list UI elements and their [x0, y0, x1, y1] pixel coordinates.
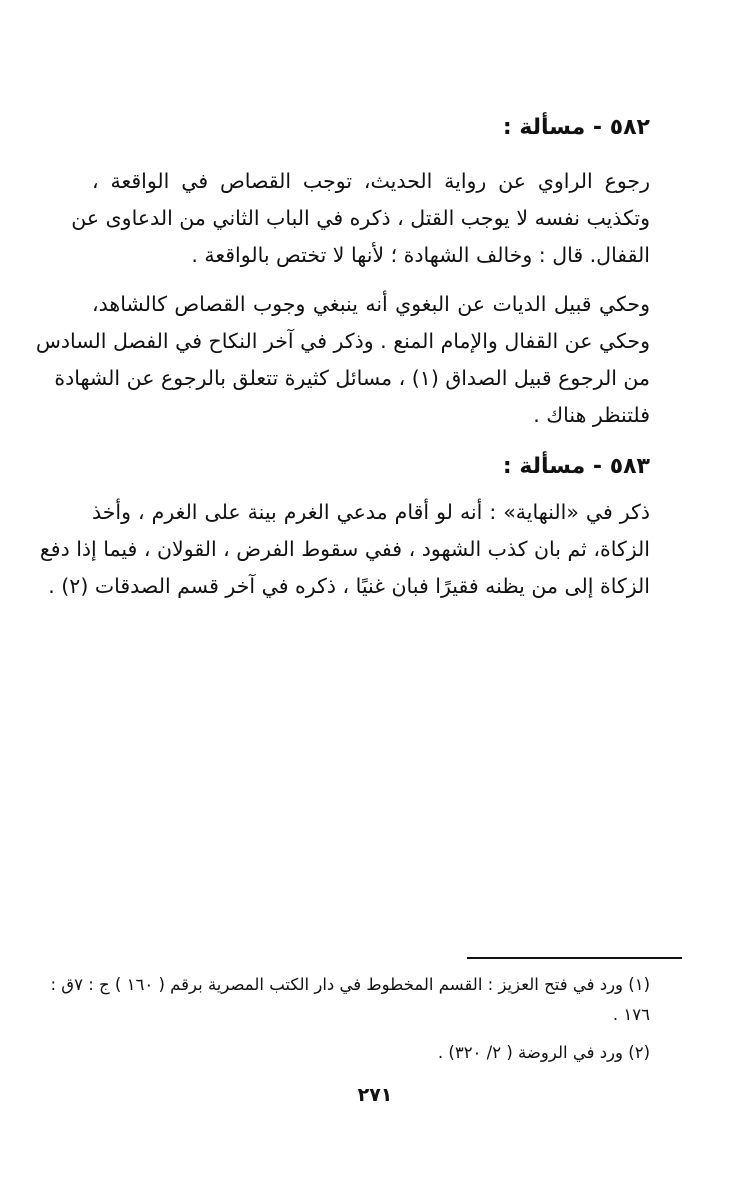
page-number: ٢٧١	[357, 1084, 393, 1106]
text-line: الزكاة، ثم بان كذب الشهود ، ففي سقوط الفرض ، القولان ، فيما إذا دفع	[39, 537, 650, 561]
text-line: فلتنظر هناك .	[533, 403, 650, 427]
text-line: القفال. قال : وخالف الشهادة ؛ لأنها لا تختص بالواقعة .	[191, 243, 650, 267]
footnote-2: (٢) ورد في الروضة ( ٢/ ٣٢٠) .	[437, 1043, 650, 1062]
issue-583-heading: ٥٨٣ - مسألة :	[502, 454, 650, 479]
footnote-1-line-1: (١) ورد في فتح العزيز : القسم المخطوط في دار الكتب المصرية برقم ( ١٦٠ ) ج : ٧ق :	[50, 975, 650, 994]
text-line: وتكذيب نفسه لا يوجب القتل ، ذكره في الباب الثاني من الدعاوى عن	[71, 206, 650, 230]
issue-583-paragraph-1	[39, 494, 650, 605]
issue-582-heading: ٥٨٢ - مسألة :	[502, 115, 650, 140]
text-line: من الرجوع قبيل الصداق (١) ، مسائل كثيرة تتعلق بالرجوع عن الشهادة	[54, 366, 650, 390]
footnote-1-line-2: ١٧٦ .	[612, 1005, 650, 1024]
issue-582-paragraph-1	[71, 163, 650, 274]
text-line: ذكر في «النهاية» : أنه لو أقام مدعي الغرم بينة على الغرم ، وأخذ	[92, 500, 650, 524]
text-line: وحكي قبيل الديات عن البغوي أنه ينبغي وجوب القصاص كالشاهد،	[92, 292, 650, 316]
text-line: وحكي عن القفال والإمام المنع . وذكر في آخر النكاح في الفصل السادس	[35, 329, 650, 353]
footnotes	[50, 970, 650, 1068]
text-line: الزكاة إلى من يظنه فقيرًا فبان غنيًا ، ذكره في آخر قسم الصدقات (٢) .	[48, 574, 650, 598]
footnote-separator	[467, 957, 682, 959]
issue-582-paragraph-2	[35, 286, 650, 434]
text-line: رجوع الراوي عن رواية الحديث، توجب القصاص في الواقعة ،	[92, 169, 650, 193]
